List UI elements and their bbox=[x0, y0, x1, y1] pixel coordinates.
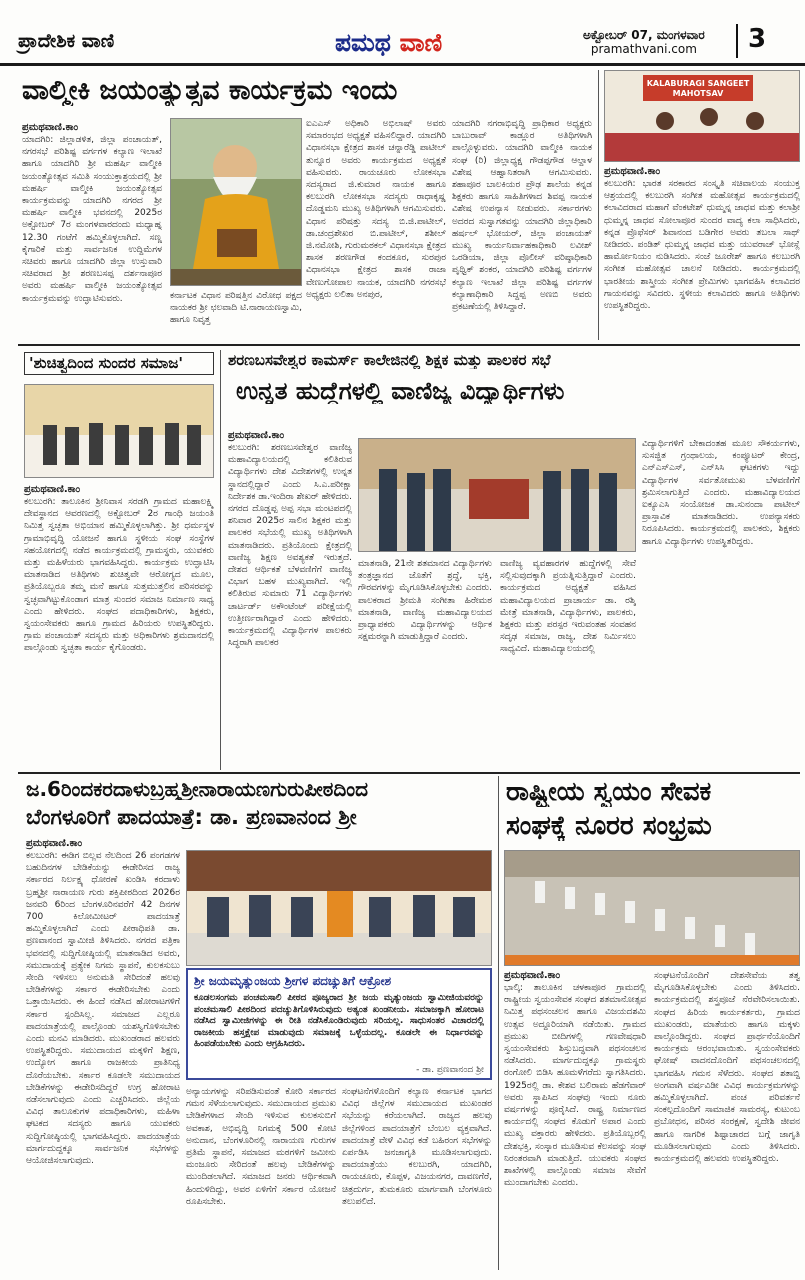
story1-headline[interactable]: ವಾಲ್ಮೀಕಿ ಜಯಂತ್ಯುತ್ಸವ ಕಾರ್ಯಕ್ರಮ ಇಂದು bbox=[22, 76, 398, 106]
masthead bbox=[0, 0, 805, 66]
story4-byline: ಪ್ರಮಥವಾಣಿ.ಕಾಂ bbox=[228, 430, 285, 441]
story6-byline: ಪ್ರಮಥವಾಣಿ.ಕಾಂ bbox=[504, 970, 561, 981]
story2-byline: ಪ್ರಮಥವಾಣಿ.ಕಾಂ bbox=[604, 166, 661, 177]
story4-column-4: ವಿದ್ಯಾರ್ಥಿಗಳಿಗೆ ಬೇಕಾದಂತಹ ಮೂಲ ಸೌಕರ್ಯಗಳು, ಸುಸಜ್ಜಿತ ಗ್ರಂಥಾಲಯ, ಕಂಪ್ಯೂಟರ್ ಕೇಂದ್ರ, ಎನ್‌ಎಸ್‌ಎಸ್, ಎನ್‌ಸಿಸಿ ಘಟಕಗಳು ಇದ್ದು ವಿದ್ಯಾರ್ಥಿಗಳ ಸರ್ವತೋಮುಖ ಬೆಳವಣಿಗೆಗೆ ಶ್ರಮಿಸಲಾಗುತ್ತಿದೆ ಎಂದರು. ಮಹಾವಿದ್ಯಾಲಯದ ಐಕ್ಯೂಎಸಿ ಸಂಯೋಜಕ ಡಾ.ಸುನಂದಾ ಪಾಟೀಲ್ ಪ್ರಾಸ್ತಾವಿಕ ಮಾತನಾಡಿದರು. ಉಪನ್ಯಾಸಕರು ನಿರೂಪಿಸಿದರು. ಕಾರ್ಯಕ್ರಮದಲ್ಲಿ ಪಾಲಕರು, ಶಿಕ್ಷಕರು ಹಾಗೂ ವಿದ್ಯಾರ್ಥಿಗಳು ಉಪಸ್ಥಿತರಿದ್ದರು. bbox=[642, 439, 800, 547]
story1-column-4: ಯಾದಗಿರಿ ನಗರಾಭಿವೃದ್ಧಿ ಪ್ರಾಧಿಕಾರ ಅಧ್ಯಕ್ಷರು ಬಾಬುರಾವ್ ಕಾಡ್ಲೂರ ಅತಿಥಿಗಳಾಗಿ ಪಾಲ್ಗೊಳ್ಳುವರು. ಯಾದಗಿರಿ ವಾಲ್ಮೀಕಿ ನಾಯಕ ಸಂಘ (ರಿ) ಜಿಲ್ಲಾಧ್ಯಕ್ಷ ಗೌಡಪ್ಪಗೌಡ ಆಲ್ದಾಳ ವಿಶೇಷ ಆಹ್ವಾನಿತರಾಗಿ ಆಗಮಿಸುವರು. ಶಹಾಪೂರ ಬಾಲಕಿಯರ ಪ್ರೌಢ ಶಾಲೆಯ ಕನ್ನಡ ಶಿಕ್ಷಕರು ಹಾಗೂ ಸಾಹಿತಿಗಳಾದ ಶಿವಪ್ಪ ನಾಯಕ ವಿಶೇಷ ಉಪನ್ಯಾಸ ನೀಡುವರು. ಸರ್ಕಾರಗಳು ಅದರದ ಸುಸ್ವಾಗತವನ್ನು ಯಾದಗಿರಿ ಜಿಲ್ಲಾಧಿಕಾರಿ ಹರ್ಷಲ್ ಭೋಯರ್, ಜಿಲ್ಲಾ ಪಂಚಾಯತ್ ಮುಖ್ಯ ಕಾರ್ಯನಿರ್ವಾಹಕಾಧಿಕಾರಿ ಲವೀಶ್ ಒರಡಿಯಾ, ಜಿಲ್ಲಾ ಪೊಲೀಸ್ ವರಿಷ್ಠಾಧಿಕಾರಿ ಪೃಥ್ವಿಕ್ ಶಂಕರ, ಯಾದಗಿರಿ ಪರಿಶಿಷ್ಟ ವರ್ಗಗಳ ಕಲ್ಯಾಣ ಇಲಾಖೆ ಜಿಲ್ಲಾ ಪರಿಶಿಷ್ಟ ವರ್ಗಗಳ ಕಲ್ಯಾಣಾಧಿಕಾರಿ ಸಿದ್ದಪ್ಪ ಅಣಬಿ ಅವರು ಪ್ರಕಟಣೆಯಲ್ಲಿ ತಿಳಿಸಿದ್ದಾರೆ. bbox=[452, 119, 592, 313]
story6-column-1: ಭಾಲ್ಕಿ: ತಾಲೂಕಿನ ಚಳಕಾಪೂರ ಗ್ರಾಮದಲ್ಲಿ ರಾಷ್ಟ್ರೀಯ ಸ್ವಯಂಸೇವಕ ಸಂಘದ ಶತಮಾನೋತ್ಸವ ನಿಮಿತ್ತ ಪಥಸಂಚಲನ ಹಾಗೂ ವಿಜಯದಶಮಿ ಉತ್ಸವ ಅದ್ದೂರಿಯಾಗಿ ನಡೆಯಿತು. ಗ್ರಾಮದ ಪ್ರಮುಖ ಬೀದಿಗಳಲ್ಲಿ ಗಣವೇಷಧಾರಿ ಸ್ವಯಂಸೇವಕರು ಶಿಸ್ತುಬದ್ಧವಾಗಿ ಪಥಸಂಚಲನ ನಡೆಸಿದರು. ಮಾರ್ಗದುದ್ದಕ್ಕೂ ಗ್ರಾಮಸ್ಥರು ರಂಗೋಲಿ ಬಿಡಿಸಿ ಹೂಮಳೆಗರೆದು ಸ್ವಾಗತಿಸಿದರು. 1925ರಲ್ಲಿ ಡಾ. ಕೇಶವ ಬಲಿರಾಮ ಹೆಡಗೆವಾರ್ ಅವರು ಸ್ಥಾಪಿಸಿದ ಸಂಘವು ಇಂದು ನೂರು ವರ್ಷಗಳನ್ನು ಪೂರೈಸಿದೆ. ರಾಷ್ಟ್ರ ನಿರ್ಮಾಣದ ಕಾರ್ಯದಲ್ಲಿ ಸಂಘದ ಕೊಡುಗೆ ಅಪಾರ ಎಂದು ಮುಖ್ಯ ವಕ್ತಾರರು ಹೇಳಿದರು. ಪ್ರತಿಯೊಬ್ಬರಲ್ಲಿ ದೇಶಭಕ್ತಿ, ಸಂಸ್ಕಾರ ಮೂಡಿಸುವ ಕೆಲಸವನ್ನು ಸಂಘ ನಿರಂತರವಾಗಿ ಮಾಡುತ್ತಿದೆ. ಯುವಕರು ಸಂಘದ ಶಾಖೆಗಳಲ್ಲಿ ಪಾಲ್ಗೊಂಡು ಸಮಾಜ ಸೇವೆಗೆ ಮುಂದಾಗಬೇಕು ಎಂದರು. bbox=[504, 983, 646, 1189]
story4-column-3: ವಾಣಿಜ್ಯ ವ್ಯವಹಾರಗಳ ಹುದ್ದೆಗಳಲ್ಲಿ ಸೇವೆ ಸಲ್ಲಿಸುವುದಕ್ಕಾಗಿ ಪ್ರಯತ್ನಿಸುತ್ತಿದ್ದಾರೆ ಎಂದರು. ಕಾರ್ಯಕ್ರಮದ ಅಧ್ಯಕ್ಷತೆ ವಹಿಸಿದ ಮಹಾವಿದ್ಯಾಲಯದ ಪ್ರಾಚಾರ್ಯ ಡಾ. ರಶ್ಮಿ ಮೇತ್ರೆ ಮಾತನಾಡಿ, ವಿದ್ಯಾರ್ಥಿಗಳು, ಪಾಲಕರು, ಶಿಕ್ಷಕರು ಮತ್ತು ಪರಸ್ಪರ ಇರುವಂತಹ ಸಂವಹನ ಸದೃಢ ಸಮಾಜ, ರಾಜ್ಯ, ದೇಶ ನಿರ್ಮಿಸಲು ಸಾಧ್ಯವಿದೆ. ಮಹಾವಿದ್ಯಾಲಯದಲ್ಲಿ bbox=[500, 559, 636, 655]
logo-part-a: ಪಮಥ bbox=[335, 28, 391, 57]
college-meeting-image bbox=[358, 438, 636, 552]
story4-kicker[interactable]: ಶರಣಬಸವೇಶ್ವರ ಕಾಮರ್ಸ್ ಕಾಲೇಜಿನಲ್ಲಿ ಶಿಕ್ಷಕ ಮತ್ತು ಪಾಲಕರ ಸಭೆ bbox=[228, 352, 551, 369]
sage-illustration-icon bbox=[171, 119, 302, 286]
story4-column-1: ಕಲಬುರಗಿ: ಶರಣಬಸವೇಶ್ವರ ವಾಣಿಜ್ಯ ಮಹಾವಿದ್ಯಾಲಯದಲ್ಲಿ ಕಲಿತಿರುವ ವಿದ್ಯಾರ್ಥಿಗಳು ದೇಶ ವಿದೇಶಗಳಲ್ಲಿ ಉನ್ನತ ಸ್ಥಾನದಲ್ಲಿದ್ದಾರೆ ಎಂದು ಸಿ.ಎ.ಪರೀಕ್ಷಾ ನಿರ್ದೇಶಕ ಡಾ.ಇಂದಿರಾ ಶೇಖರ್ ಹೇಳಿದರು. ನಗರದ ದೊಡ್ಡಪ್ಪ ಅಪ್ಪ ಸಭಾ ಮಂಟಪದಲ್ಲಿ ಶನಿವಾರ 2025ರ ಸಾಲಿನ ಶಿಕ್ಷಕರ ಮತ್ತು ಪಾಲಕರ ಸಭೆಯಲ್ಲಿ ಮುಖ್ಯ ಅತಿಥಿಗಳಾಗಿ ಮಾತನಾಡಿದರು. ಪ್ರತಿಯೊಂದು ಕ್ಷೇತ್ರದಲ್ಲಿ ವಾಣಿಜ್ಯ ಶಿಕ್ಷಣ ಅವಶ್ಯಕತೆ ಇರುತ್ತದೆ. ದೇಶದ ಆರ್ಥಿಕತೆ ಬೆಳವಣಿಗೆಗೆ ವಾಣಿಜ್ಯ ವಿಭಾಗ ಬಹಳ ಮುಖ್ಯವಾಗಿದೆ. ಇಲ್ಲಿ ಕಲಿತಿರುವ ಸುಮಾರು 71 ವಿದ್ಯಾರ್ಥಿಗಳು ಚಾರ್ಟರ್ಡ್ ಅಕೌಂಟೆಂಟ್ ಪರೀಕ್ಷೆಯಲ್ಲಿ ಉತ್ತೀರ್ಣರಾಗಿದ್ದಾರೆ ಎಂದು ಹೇಳಿದರು. ಕಾರ್ಯಕ್ರಮದಲ್ಲಿ ವಿದ್ಯಾರ್ಥಿಗಳ ಪಾಲಕರು ಸಿದ್ಧರಾಗಿ ಪಾಲಕರ bbox=[228, 443, 352, 649]
story1-column-2: ಕರ್ನಾಟಕ ವಿಧಾನ ಪರಿಷತ್ತಿನ ವಿರೋಧ ಪಕ್ಷದ ನಾಯಕರ ಶ್ರೀ ಛಲವಾದಿ ಟಿ.ನಾರಾಯಣಸ್ವಾಮಿ, ಹಾಗೂ ನಿವೃತ್ತ bbox=[170, 291, 302, 326]
story1-byline: ಪ್ರಮಥವಾಣಿ.ಕಾಂ bbox=[22, 122, 79, 133]
story1-column-1: ಯಾದಗಿರಿ: ಜಿಲ್ಲಾಡಳಿತ, ಜಿಲ್ಲಾ ಪಂಚಾಯತ್, ನಗರಸಭೆ ಪರಿಶಿಷ್ಟ ವರ್ಗಗಳ ಕಲ್ಯಾಣ ಇಲಾಖೆ ಹಾಗೂ ಯಾದಗಿರಿ ಶ್ರೀ ಮಹರ್ಷಿ ವಾಲ್ಮೀಕಿ ಜಯಂತ್ಯೋತ್ಸವ ಸಮಿತಿ ಸಂಯುಕ್ತಾಶ್ರಯದಲ್ಲಿ ಶ್ರೀ ಮಹರ್ಷಿ ವಾಲ್ಮೀಕಿ ಜಯಂತ್ಯೋತ್ಸವ ಕಾರ್ಯಕ್ರಮವನ್ನು ಯಾದಗಿರಿ ನಗರದ ಶ್ರೀ ಮಹರ್ಷಿ ವಾಲ್ಮೀಕಿ ಭವನದಲ್ಲಿ 2025ರ ಅಕ್ಟೋಬರ್ 7ರ ಮಂಗಳವಾರದಂದು ಮಧ್ಯಾಹ್ನ 12.30 ಗಂಟೆಗೆ ಹಮ್ಮಿಕೊಳ್ಳಲಾಗಿದೆ. ಸಣ್ಣ ಕೈಗಾರಿಕೆ ಮತ್ತು ಸಾರ್ವಜನಿಕ ಉದ್ದಿಮೆಗಳ ಸಚಿವರು ಹಾಗೂ ಯಾದಗಿರಿ ಜಿಲ್ಲಾ ಉಸ್ತುವಾರಿ ಸಚಿವರಾದ ಶ್ರೀ ಶರಣಬಸಪ್ಪ ದರ್ಶನಾಪೂರ ಅವರು ಮಹರ್ಷಿ ವಾಲ್ಮೀಕಿ ಜಯಂತ್ಯೋತ್ಸವ ಕಾರ್ಯಕ್ರಮವನ್ನು ಉದ್ಘಾಟಿಸುವರು. bbox=[22, 135, 162, 304]
story4-column-2: ಮಾತನಾಡಿ, 21ನೇ ಶತಮಾನದ ವಿದ್ಯಾರ್ಥಿಗಳು ತಂತ್ರಜ್ಞಾನದ ಜೊತೆಗೆ ಶ್ರದ್ಧೆ, ಭಕ್ತಿ, ಗೌರವಗಳನ್ನು ಮೈಗೂಡಿಸಿಕೊಳ್ಳಬೇಕು ಎಂದರು. ಪಾಲಕರಾದ ಶ್ರೀಮತಿ ಸಂಗೀತಾ ಹಿರೇಮಠ ಮಾತನಾಡಿ, ವಾಣಿಜ್ಯ ಮಹಾವಿದ್ಯಾಲಯದ ಪ್ರಾಧ್ಯಾಪಕರು ವಿದ್ಯಾರ್ಥಿಗಳನ್ನು ಆರ್ಥಿಕ ಸಕ್ಷಮರನ್ನಾಗಿ ಮಾಡುತ್ತಿದ್ದಾರೆ ಎಂದರು. bbox=[358, 559, 492, 643]
date-block bbox=[583, 28, 705, 56]
story5-byline: ಪ್ರಮಥವಾಣಿ.ಕಾಂ bbox=[26, 838, 83, 849]
section-title: ಪ್ರಾದೇಶಿಕ ವಾಣಿ bbox=[18, 30, 115, 52]
valmiki-image bbox=[170, 118, 302, 286]
website-link[interactable]: pramathvani.com bbox=[590, 42, 697, 56]
news-box-body: ಕೂಡಲಸಂಗಮ ಪಂಚಮಸಾಲಿ ಪೀಠದ ಪೂಜ್ಯರಾದ ಶ್ರೀ ಜಯ ಮೃತ್ಯುಂಜಯ ಸ್ವಾಮೀಜಿಯವರನ್ನು ಪಂಚಮಸಾಲಿ ಪೀಠದಿಂದ ಪದಚ್ಯುತಿಗೊಳಿಸಿರುವುದು ಅತ್ಯಂತ ಖಂಡನೀಯ. ಸಮಾಜಕ್ಕಾಗಿ ಹೋರಾಟ ನಡೆಸಿದ ಸ್ವಾಮೀಜಿಗಳನ್ನು ಈ ರೀತಿ ನಡೆಸಿಕೊಂಡಿರುವುದು ಸರಿಯಲ್ಲ. ಸಾಧುಸಂತರ ವಿಚಾರದಲ್ಲಿ ರಾಜಕೀಯ ಹಸ್ತಕ್ಷೇಪ ಮಾಡುವುದು ಸಮಾಜಕ್ಕೆ ಒಳ್ಳೆಯದಲ್ಲ. ಕೂಡಲೇ ಈ ನಿರ್ಧಾರವನ್ನು ಹಿಂಪಡೆಯಬೇಕು ಎಂದು ಆಗ್ರಹಿಸಿದರು. bbox=[194, 993, 484, 1049]
rss-march-image bbox=[504, 850, 800, 966]
story6-headline-line2[interactable]: ಸಂಘಕ್ಕೆ ನೂರರ ಸಂಭ್ರಮ bbox=[506, 812, 712, 841]
story6-column-2: ಸಂಘಟನೆಯೊಂದಿಗೆ ದೇಶಸೇವೆಯ ತತ್ವ ಮೈಗೂಡಿಸಿಕೊಳ್ಳಬೇಕು ಎಂದು ತಿಳಿಸಿದರು. ಕಾರ್ಯಕ್ರಮದಲ್ಲಿ ಶಸ್ತ್ರಪೂಜೆ ನೆರವೇರಿಸಲಾಯಿತು. ಸಂಘದ ಹಿರಿಯ ಕಾರ್ಯಕರ್ತರು, ಗ್ರಾಮದ ಮುಖಂಡರು, ಮಾತೆಯರು ಹಾಗೂ ಮಕ್ಕಳು ಪಾಲ್ಗೊಂಡಿದ್ದರು. ಸಂಘದ ಪ್ರಾರ್ಥನೆಯೊಂದಿಗೆ ಕಾರ್ಯಕ್ರಮ ಆರಂಭವಾಯಿತು. ಸ್ವಯಂಸೇವಕರು ಘೋಷ್ ವಾದನದೊಂದಿಗೆ ಪಥಸಂಚಲನದಲ್ಲಿ ಭಾಗವಹಿಸಿ ಗಮನ ಸೆಳೆದರು. ಸಂಘದ ಶತಾಬ್ದಿ ಅಂಗವಾಗಿ ವರ್ಷವಿಡೀ ವಿವಿಧ ಕಾರ್ಯಕ್ರಮಗಳನ್ನು ಹಮ್ಮಿಕೊಳ್ಳಲಾಗಿದೆ. ಪಂಚ ಪರಿವರ್ತನೆ ಸಂಕಲ್ಪದೊಂದಿಗೆ ಸಾಮಾಜಿಕ ಸಾಮರಸ್ಯ, ಕುಟುಂಬ ಪ್ರಬೋಧನ, ಪರಿಸರ ಸಂರಕ್ಷಣೆ, ಸ್ವದೇಶಿ ಜೀವನ ಹಾಗೂ ನಾಗರಿಕ ಶಿಷ್ಟಾಚಾರದ ಬಗ್ಗೆ ಜಾಗೃತಿ ಮೂಡಿಸಲಾಗುವುದು ಎಂದು ತಿಳಿಸಿದರು. ಕಾರ್ಯಕ್ರಮದಲ್ಲಿ ಹಲವರು ಉಪಸ್ಥಿತರಿದ್ದರು. bbox=[654, 971, 800, 1165]
press-meet-image bbox=[186, 850, 492, 966]
page-number: 3 bbox=[736, 24, 766, 58]
cleanliness-event-image bbox=[24, 384, 214, 478]
story3-byline: ಪ್ರಮಥವಾಣಿ.ಕಾಂ bbox=[24, 484, 81, 495]
group-photo-icon bbox=[25, 385, 214, 478]
newspaper-logo bbox=[335, 28, 442, 58]
story3-body: ಕಲಬುರಗಿ: ತಾಲೂಕಿನ ಶ್ರೀನಿವಾಸ ಸರಡಗಿ ಗ್ರಾಮದ ಮಹಾಲಕ್ಷ್ಮಿ ದೇವಸ್ಥಾನದ ಆವರಣದಲ್ಲಿ ಅಕ್ಟೋಬರ್ 2ರ ಗಾಂಧಿ ಜಯಂತಿ ನಿಮಿತ್ತ ಸ್ವಚ್ಛತಾ ಅಭಿಯಾನ ಹಮ್ಮಿಕೊಳ್ಳಲಾಗಿತ್ತು. ಶ್ರೀ ಧರ್ಮಸ್ಥಳ ಗ್ರಾಮಾಭಿವೃದ್ಧಿ ಯೋಜನೆ ಹಾಗೂ ಸ್ಥಳೀಯ ಸಂಘ ಸಂಸ್ಥೆಗಳ ಸಹಯೋಗದಲ್ಲಿ ನಡೆದ ಕಾರ್ಯಕ್ರಮದಲ್ಲಿ ಗ್ರಾಮಸ್ಥರು, ಯುವಕರು ಮತ್ತು ಮಹಿಳೆಯರು ಭಾಗವಹಿಸಿದ್ದರು. ಕಾರ್ಯಕ್ರಮ ಉದ್ಘಾಟಿಸಿ ಮಾತನಾಡಿದ ಅತಿಥಿಗಳು ಶುಚಿತ್ವವೇ ಆರೋಗ್ಯದ ಮೂಲ, ಪ್ರತಿಯೊಬ್ಬರೂ ತಮ್ಮ ಮನೆ ಹಾಗೂ ಸುತ್ತಮುತ್ತಲಿನ ಪರಿಸರವನ್ನು ಸ್ವಚ್ಛವಾಗಿಟ್ಟುಕೊಂಡಾಗ ಮಾತ್ರ ಸುಂದರ ಸಮಾಜ ನಿರ್ಮಾಣ ಸಾಧ್ಯ ಎಂದು ಹೇಳಿದರು. ಸಂಘದ ಪದಾಧಿಕಾರಿಗಳು, ಶಿಕ್ಷಕರು, ಸ್ವಯಂಸೇವಕರು ಹಾಗೂ ಗ್ರಾಮದ ಹಿರಿಯರು ಉಪಸ್ಥಿತರಿದ್ದರು. ಗ್ರಾಮ ಪಂಚಾಯತ್ ಸದಸ್ಯರು ಮತ್ತು ಅಧಿಕಾರಿಗಳು ಶ್ರಮದಾನದಲ್ಲಿ ಪಾಲ್ಗೊಂಡು ಸ್ವಚ್ಛತಾ ಕಾರ್ಯ ಕೈಗೊಂಡರು. bbox=[24, 497, 214, 654]
story5-headline-line2[interactable]: ಬೆಂಗಳೂರಿಗೆ ಪಾದಯಾತ್ರೆ: ಡಾ. ಪ್ರಣವಾನಂದ ಶ್ರೀ bbox=[26, 806, 357, 829]
story3-headline[interactable]: 'ಶುಚಿತ್ವದಿಂದ ಸುಂದರ ಸಮಾಜ' bbox=[24, 352, 214, 375]
story5-column-1: ಕಲಬುರಗಿ: ಈಡಿಗ ಬಿಲ್ಲವ ನೆಲದಿಂದ 26 ಪಂಗಡಗಳ ಬಹುದಿನಗಳ ಬೇಡಿಕೆಯನ್ನು ಈಡೇರಿಸದ ರಾಜ್ಯ ಸರ್ಕಾರದ ನಿರ್ಲಕ್ಷ್ಯ ಧೋರಣೆ ಖಂಡಿಸಿ ಕರದಾಳು ಬ್ರಹ್ಮಶ್ರೀ ನಾರಾಯಣ ಗುರು ಶಕ್ತಿಪೀಠದಿಂದ 2026ರ ಜನವರಿ 6ರಿಂದ ಬೆಂಗಳೂರಿನವರೆಗೆ 42 ದಿನಗಳ 700 ಕಿಲೋಮೀಟರ್ ಪಾದಯಾತ್ರೆ ಹಮ್ಮಿಕೊಳ್ಳಲಾಗಿದೆ ಎಂದು ಪೀಠಾಧಿಪತಿ ಡಾ. ಪ್ರಣವಾನಂದ ಸ್ವಾಮೀಜಿ ತಿಳಿಸಿದರು. ನಗರದ ಪತ್ರಿಕಾ ಭವನದಲ್ಲಿ ಸುದ್ದಿಗೋಷ್ಠಿಯಲ್ಲಿ ಮಾತನಾಡಿದ ಅವರು, ಸಮುದಾಯಕ್ಕೆ ಪ್ರತ್ಯೇಕ ನಿಗಮ ಸ್ಥಾಪನೆ, ಕುಲಕಸುಬು ಸೇಂದಿ ಇಳಿಸಲು ಅನುಮತಿ ಸೇರಿದಂತೆ ಹಲವು ಬೇಡಿಕೆಗಳನ್ನು ಸರ್ಕಾರ ಈಡೇರಿಸಬೇಕು ಎಂದು ಒತ್ತಾಯಿಸಿದರು. ಈ ಹಿಂದೆ ನಡೆಸಿದ ಹೋರಾಟಗಳಿಗೆ ಸರ್ಕಾರ ಸ್ಪಂದಿಸಿಲ್ಲ. ಸಮಾಜದ ಎಲ್ಲರೂ ಪಾದಯಾತ್ರೆಯಲ್ಲಿ ಪಾಲ್ಗೊಂಡು ಯಶಸ್ವಿಗೊಳಿಸಬೇಕು ಎಂದು ಮನವಿ ಮಾಡಿದರು. ಮುಖಂಡರಾದ ಹಲವರು ಉಪಸ್ಥಿತರಿದ್ದರು. ಸಮುದಾಯದ ಮಕ್ಕಳಿಗೆ ಶಿಕ್ಷಣ, ಉದ್ಯೋಗ ಹಾಗೂ ರಾಜಕೀಯ ಪ್ರಾತಿನಿಧ್ಯ ದೊರೆಯಬೇಕು. ಸರ್ಕಾರ ಕೂಡಲೇ ಸಮುದಾಯದ ಬೇಡಿಕೆಗಳನ್ನು ಈಡೇರಿಸದಿದ್ದರೆ ಉಗ್ರ ಹೋರಾಟ ನಡೆಸಲಾಗುವುದು ಎಂದು ಎಚ್ಚರಿಸಿದರು. ಜಿಲ್ಲೆಯ ವಿವಿಧ ತಾಲೂಕುಗಳ ಪದಾಧಿಕಾರಿಗಳು, ಮಹಿಳಾ ಘಟಕದ ಸದಸ್ಯರು ಹಾಗೂ ಯುವಕರು ಸುದ್ದಿಗೋಷ್ಠಿಯಲ್ಲಿ ಭಾಗವಹಿಸಿದ್ದರು. ಪಾದಯಾತ್ರೆಯ ಮಾರ್ಗದುದ್ದಕ್ಕೂ ಸಾರ್ವಜನಿಕ ಸಭೆಗಳನ್ನು ಆಯೋಜಿಸಲಾಗುವುದು. bbox=[26, 851, 180, 1167]
press-conference-icon bbox=[187, 851, 492, 966]
story6-headline-line1[interactable]: ರಾಷ್ಟ್ರೀಯ ಸ್ವಯಂ ಸೇವಕ bbox=[506, 778, 712, 807]
story4-headline[interactable]: ಉನ್ನತ ಹುದ್ದೆಗಳಲ್ಲಿ ವಾಣಿಜ್ಯ ವಿದ್ಯಾರ್ಥಿಗಳು bbox=[236, 378, 565, 405]
news-box-jayamrutyunjaya bbox=[186, 968, 492, 1080]
news-box-signature: - ಡಾ. ಪ್ರಣವಾನಂದ ಶ್ರೀ bbox=[416, 1065, 484, 1075]
story2-body: ಕಲಬುರಗಿ: ಭಾರತ ಸರಕಾರದ ಸಂಸ್ಕೃತಿ ಸಚಿವಾಲಯ ಸಂಯುಕ್ತ ಆಶ್ರಯದಲ್ಲಿ ಕಲಬುರಗಿ ಸಂಗೀತ ಮಹೋತ್ಸವ ಕಾರ್ಯಕ್ರಮದಲ್ಲಿ ಕಲಾವಿದರಾದ ಮಹಾಗೆ ವೆಂಕಟೇಶ್ ಧುಮ್ಮನ್ನ ಜಾಧವ ಮತ್ತು ಕಲಾಶ್ರೀ ಧುಮ್ಮನ್ನ ಜಾಧವ ಸೋಲಾಪೂರ ಸುಂದರ ವಾದ್ಯ ಕಲಾ ಸಾಧಿಸಿದರು, ಕನ್ನಡ ಪ್ರೊಫೆಸರ್ ಶಿವಾನಂದ ಬಡಿಗೇರ ಅವರು ತಬಲಾ ಸಾಥ್ ನೀಡಿದರು. ಪಂಡಿತ್ ಧುಮ್ಮನ್ನ ಜಾಧವ ಮತ್ತು ಯುವರಾಜ್ ಭೋಸ್ಲೆ ಹಾರ್ಮೋನಿಯಂ ನುಡಿಸಿದರು. ಸಂಜೆ ಜೂರೇಶ್ ಹಾಗೂ ಕಲಬುರಗಿ ಸಂಗೀತ ಮಹೋತ್ಸವ ಚಾಲನೆ ನೀಡಿದರು. ಕಾರ್ಯಕ್ರಮದಲ್ಲಿ ಭಾರತೀಯ ಶಾಸ್ತ್ರೀಯ ಸಂಗೀತ ಪ್ರೇಮಿಗಳು ಭಾಗವಹಿಸಿ ಕಲಾವಿದರ ಗಾಯನವನ್ನು ಸವಿದರು. ಸ್ಥಳೀಯ ಕಲಾವಿದರು ಹಾಗೂ ಅತಿಥಿಗಳು ಉಪಸ್ಥಿತರಿದ್ದರು. bbox=[604, 179, 800, 312]
parade-photo-icon bbox=[505, 851, 800, 966]
news-box-title[interactable]: ಶ್ರೀ ಜಯಮೃತ್ಯುಂಜಯ ಶ್ರೀಗಳ ಪದಚ್ಯುತಿಗೆ ಆಕ್ರೋಶ bbox=[194, 974, 392, 988]
story1-column-3: ಐಎಎಸ್ ಅಧಿಕಾರಿ ಅಭಿಲಾಷ್ ಅವರು ಸಮಾರಂಭದ ಅಧ್ಯಕ್ಷತೆ ವಹಿಸಲಿದ್ದಾರೆ. ಯಾದಗಿರಿ ವಿಧಾನಸಭಾ ಕ್ಷೇತ್ರದ ಶಾಸಕ ಚನ್ನಾರೆಡ್ಡಿ ಪಾಟೀಲ್ ತುನ್ನೂರ ಅವರು ಕಾರ್ಯಕ್ರಮದ ಅಧ್ಯಕ್ಷತೆ ವಹಿಸುವರು. ರಾಯಚೂರು ಲೋಕಸಭಾ ಸದಸ್ಯರಾದ ಜಿ.ಕುಮಾರ ನಾಯಕ ಹಾಗೂ ಕಲಬುರಗಿ ಲೋಕಸಭಾ ಸದಸ್ಯರು ರಾಧಾಕೃಷ್ಣ ದೊಡ್ಡಮನಿ ಮುಖ್ಯ ಅತಿಥಿಗಳಾಗಿ ಆಗಮಿಸುವರು. ವಿಧಾನ ಪರಿಷತ್ತು ಸದಸ್ಯ ಬಿ.ಜಿ.ಪಾಟೀಲ್, ಡಾ.ಚಂದ್ರಶೇಖರ ಬಿ.ಪಾಟೀಲ್, ಶಶೀಲ್ ಜಿ.ನಮೋಶಿ, ಗುರುಮಠಕಲ್ ವಿಧಾನಸಭಾ ಕ್ಷೇತ್ರದ ಶಾಸಕ ಶರಣಗೌಡ ಕಂದಕೂರ, ಸುರಪುರ ವಿಧಾನಸಭಾ ಕ್ಷೇತ್ರದ ಶಾಸಕ ರಾಜಾ ವೇಣುಗೋಪಾಲ ನಾಯಕ, ಯಾದಗಿರಿ ನಗರಸಭೆ ಅಧ್ಯಕ್ಷರು ಲಲಿತಾ ಅನಪುರ, bbox=[306, 119, 446, 300]
sangeet-mahotsav-banner: KALABURAGI SANGEET MAHOTSAV bbox=[646, 79, 750, 98]
logo-part-b: ವಾಣಿ bbox=[399, 28, 443, 57]
dignitaries-photo-icon bbox=[359, 439, 636, 552]
story5-headline-line1[interactable]: ಜ.6ರಿಂದಕರದಾಳುಬ್ರಹ್ಮಶ್ರೀನಾರಾಯಣಗುರುಪೀಠದಿಂದ bbox=[26, 778, 369, 800]
sangeet-mahotsav-image bbox=[604, 70, 800, 162]
story5-column-3: ಸಂಘಟನೆಗಳೊಂದಿಗೆ ಕಲ್ಯಾಣ ಕರ್ನಾಟಕ ಭಾಗದ ವಿವಿಧ ಜಿಲ್ಲೆಗಳ ಸಮುದಾಯದ ಮುಖಂಡರ ಸಭೆಯನ್ನು ಕರೆಯಲಾಗಿದೆ. ರಾಜ್ಯದ ಹಲವು ಜಿಲ್ಲೆಗಳಿಂದ ಪಾದಯಾತ್ರೆಗೆ ಬೆಂಬಲ ವ್ಯಕ್ತವಾಗಿದೆ. ಪಾದಯಾತ್ರೆ ವೇಳೆ ವಿವಿಧ ಕಡೆ ಬಹಿರಂಗ ಸಭೆಗಳನ್ನು ಏರ್ಪಡಿಸಿ ಜನಜಾಗೃತಿ ಮೂಡಿಸಲಾಗುವುದು. ಪಾದಯಾತ್ರೆಯು ಕಲಬುರಗಿ, ಯಾದಗಿರಿ, ರಾಯಚೂರು, ಕೊಪ್ಪಳ, ವಿಜಯನಗರ, ದಾವಣಗೆರೆ, ಚಿತ್ರದುರ್ಗ, ತುಮಕೂರು ಮಾರ್ಗವಾಗಿ ಬೆಂಗಳೂರು ತಲುಪಲಿದೆ. bbox=[342, 1087, 492, 1207]
issue-date: ಅಕ್ಟೋಬರ್ 07, ಮಂಗಳವಾರ bbox=[583, 28, 705, 42]
story5-column-2: ಅನ್ಯಾಯಗಳನ್ನು ಸರಿಪಡಿಸುವಂತೆ ಕೋರಿ ಸರ್ಕಾರದ ಗಮನ ಸೆಳೆಯಲಾಗುವುದು. ಸಮುದಾಯದ ಪ್ರಮುಖ ಬೇಡಿಕೆಗಳಾದ ಸೇಂದಿ ಇಳಿಸುವ ಕುಲಕಸುಬಿಗೆ ಅವಕಾಶ, ಅಭಿವೃದ್ಧಿ ನಿಗಮಕ್ಕೆ 500 ಕೋಟಿ ಅನುದಾನ, ಬೆಂಗಳೂರಿನಲ್ಲಿ ನಾರಾಯಣ ಗುರುಗಳ ಪ್ರತಿಮೆ ಸ್ಥಾಪನೆ, ಸಮಾಜದ ಮಠಗಳಿಗೆ ಜಮೀನು ಮಂಜೂರು ಸೇರಿದಂತೆ ಹಲವು ಬೇಡಿಕೆಗಳನ್ನು ಮುಂದಿಡಲಾಗಿದೆ. ಸಮಾಜದ ಜನರು ಆರ್ಥಿಕವಾಗಿ ಹಿಂದುಳಿದಿದ್ದು, ಅವರ ಏಳಿಗೆಗೆ ಸರ್ಕಾರ ಯೋಜನೆ ರೂಪಿಸಬೇಕು. bbox=[186, 1087, 336, 1207]
